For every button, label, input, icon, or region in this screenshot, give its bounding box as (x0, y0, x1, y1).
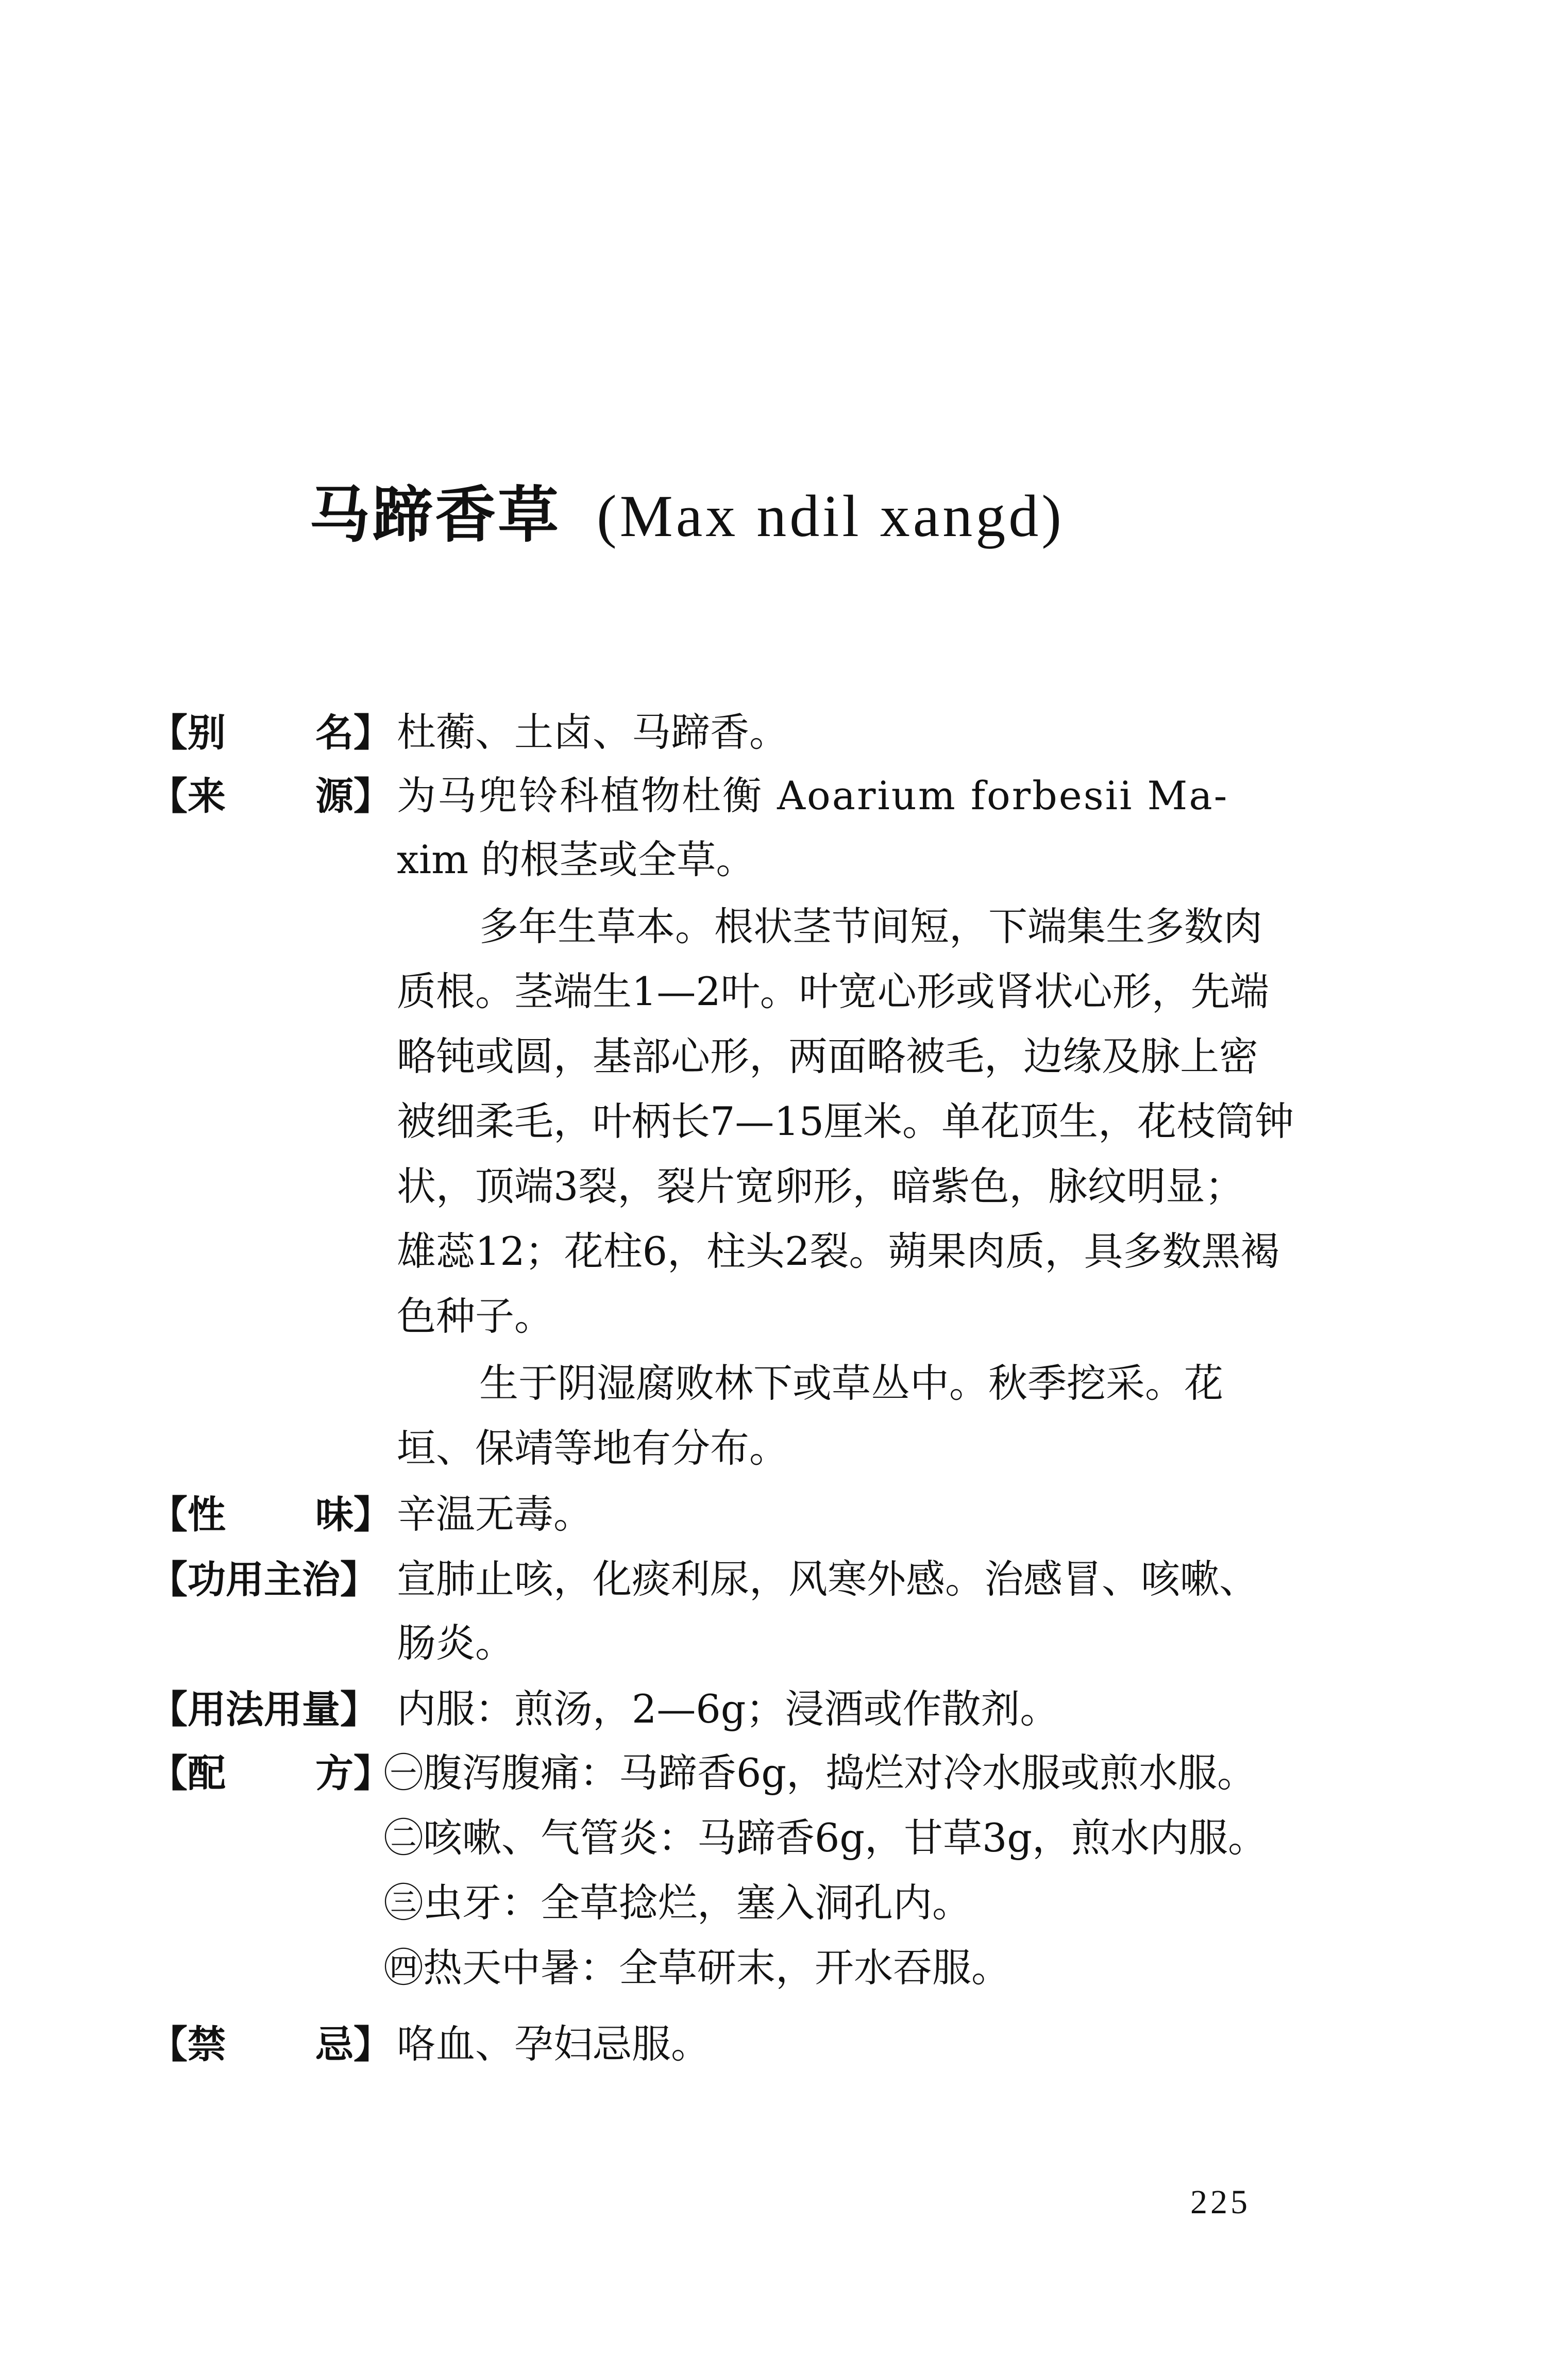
alias-label-a: 【别 (149, 711, 226, 755)
source-line-1: 为马兜铃科植物杜衡 Aoarium forbesii Ma- (397, 773, 1229, 818)
usage-label (149, 1688, 392, 1732)
function-label-text: 【功用主治】 (149, 1558, 378, 1602)
title-romanized: (Max ndil xangd) (597, 483, 1065, 549)
description-line-2: 质根。茎端生1—2叶。叶宽心形或肾状心形，先端 (397, 968, 1269, 1014)
description-line-4: 被细柔毛，叶柄长7—15厘米。单花顶生，花枝筒钟 (397, 1098, 1294, 1144)
contraindication-text: 咯血、孕妇忌服。 (397, 2021, 710, 2067)
formula-item-2: ㊁咳嗽、气管炎：马蹄香6g，甘草3g，煎水内服。 (384, 1815, 1268, 1861)
formula-item-3: ㊂虫牙：全草捻烂，塞入洞孔内。 (384, 1880, 971, 1926)
description-line-6: 雄蕊12；花柱6，柱头2裂。蒴果肉质，具多数黑褐 (397, 1228, 1280, 1274)
formula-item-1: ㊀腹泻腹痛：马蹄香6g，捣烂对冷水服或煎水服。 (384, 1750, 1257, 1796)
habitat-line-1: 生于阴湿腐败林下或草丛中。秋季挖采。花 (479, 1360, 1223, 1406)
description-line-3: 略钝或圆，基部心形，两面略被毛，边缘及脉上密 (397, 1033, 1258, 1079)
page-number: 225 (1190, 2183, 1251, 2221)
function-line-1: 宣肺止咳，化痰利尿，风寒外感。治感冒、咳嗽、 (397, 1556, 1258, 1602)
alias-label (149, 711, 392, 755)
contraindication-label (149, 2023, 392, 2067)
function-label (149, 1558, 392, 1602)
usage-text: 内服：煎汤，2—6g；浸酒或作散剂。 (397, 1686, 1059, 1732)
description-line-5: 状，顶端3裂，裂片宽卵形，暗紫色，脉纹明显； (397, 1163, 1244, 1209)
page-title (309, 479, 1065, 550)
contraindication-label-a: 【禁 (149, 2023, 226, 2067)
formula-label-a: 【配 (149, 1751, 226, 1796)
taste-label (149, 1493, 392, 1537)
formula-item-4: ㊃热天中暑：全草研末，开水吞服。 (384, 1945, 1010, 1991)
habitat-line-2: 垣、保靖等地有分布。 (397, 1425, 788, 1471)
taste-text: 辛温无毒。 (397, 1491, 593, 1537)
alias-label-b: 名】 (315, 711, 392, 755)
usage-label-text: 【用法用量】 (149, 1688, 378, 1732)
function-line-2: 肠炎。 (397, 1620, 514, 1666)
source-label-b: 源】 (315, 774, 392, 818)
formula-label-b: 方】 (315, 1751, 392, 1796)
source-line-2: xim 的根茎或全草。 (397, 837, 755, 882)
alias-text: 杜蘅、土卤、马蹄香。 (397, 709, 788, 755)
taste-label-b: 味】 (315, 1493, 392, 1537)
description-line-7: 色种子。 (397, 1293, 553, 1339)
source-label (149, 774, 392, 818)
formula-label (149, 1751, 392, 1796)
description-line-1: 多年生草本。根状茎节间短，下端集生多数肉 (479, 904, 1262, 949)
title-chinese: 马蹄香草 (309, 479, 561, 550)
source-label-a: 【来 (149, 774, 226, 818)
contraindication-label-b: 忌】 (315, 2023, 392, 2067)
taste-label-a: 【性 (149, 1493, 226, 1537)
